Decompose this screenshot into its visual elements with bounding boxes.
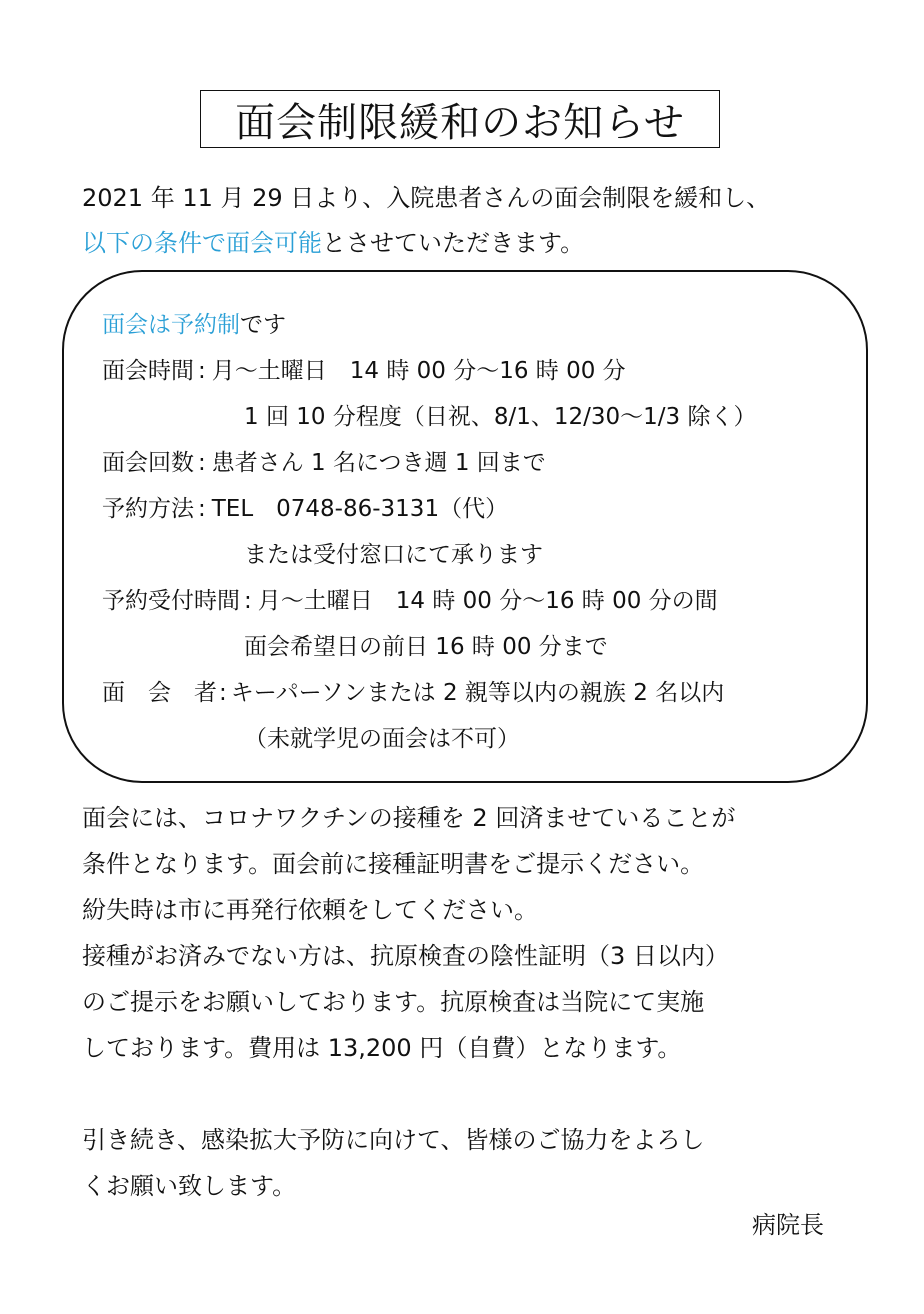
- body-line-6: しております。費用は 13,200 円（自費）となります。: [82, 1034, 682, 1062]
- reservation-accent-text: 面会は予約制: [102, 312, 240, 338]
- visitor-label: 面 会 者: [102, 680, 217, 706]
- notice-title-text: 面会制限緩和のお知らせ: [235, 99, 685, 146]
- reservation-line: [102, 310, 286, 340]
- colon: :: [198, 358, 206, 384]
- colon: :: [244, 588, 252, 614]
- visit-count-value: 患者さん 1 名につき週 1 回まで: [211, 450, 546, 476]
- body-line-3: 紛失時は市に再発行依頼をしてください。: [82, 896, 538, 924]
- visitor-note: （未就学児の面会は不可）: [244, 726, 520, 752]
- visiting-hours-row: [102, 356, 626, 386]
- reservation-hours-value: 月～土曜日 14 時 00 分～16 時 00 分の間: [257, 588, 718, 614]
- intro-line-2: [82, 228, 584, 258]
- intro-accent-text: 以下の条件で面会可能: [82, 229, 322, 257]
- reservation-deadline: 面会希望日の前日 16 時 00 分まで: [244, 634, 608, 660]
- reservation-method-label: 予約方法: [102, 496, 194, 522]
- signature: 病院長: [752, 1211, 824, 1239]
- colon: :: [198, 496, 206, 522]
- reservation-method-row: [102, 494, 508, 524]
- notice-title: [200, 90, 720, 148]
- visitor-row: [102, 678, 724, 708]
- reservation-method-phone: TEL 0748-86-3131（代）: [211, 496, 509, 522]
- visiting-hours-value: 月～土曜日 14 時 00 分～16 時 00 分: [211, 358, 626, 384]
- reservation-rest-text: です: [240, 312, 286, 338]
- intro-line-1: 2021 年 11 月 29 日より、入院患者さんの面会制限を緩和し、: [82, 184, 771, 212]
- reservation-method-counter: または受付窓口にて承ります: [244, 542, 543, 568]
- visit-count-label: 面会回数: [102, 450, 194, 476]
- body-line-5: のご提示をお願いしております。抗原検査は当院にて実施: [82, 988, 705, 1016]
- visiting-hours-detail: 1 回 10 分程度（日祝、8/1、12/30～1/3 除く）: [244, 404, 757, 430]
- visitor-value: キーパーソンまたは 2 親等以内の親族 2 名以内: [230, 680, 725, 706]
- reservation-hours-row: [102, 586, 718, 616]
- body-line-1: 面会には、コロナワクチンの接種を 2 回済ませていることが: [82, 804, 736, 832]
- closing-line-2: くお願い致します。: [82, 1172, 297, 1200]
- body-line-4: 接種がお済みでない方は、抗原検査の陰性証明（3 日以内）: [82, 942, 729, 970]
- visiting-hours-label: 面会時間: [102, 358, 194, 384]
- reservation-hours-label: 予約受付時間: [102, 588, 240, 614]
- closing-line-1: 引き続き、感染拡大予防に向けて、皆様のご協力をよろし: [82, 1126, 705, 1154]
- intro-rest-text: とさせていただきます。: [322, 229, 585, 257]
- colon: :: [198, 450, 206, 476]
- body-line-2: 条件となります。面会前に接種証明書をご提示ください。: [82, 850, 705, 878]
- visit-count-row: [102, 448, 546, 478]
- colon: :: [219, 680, 227, 706]
